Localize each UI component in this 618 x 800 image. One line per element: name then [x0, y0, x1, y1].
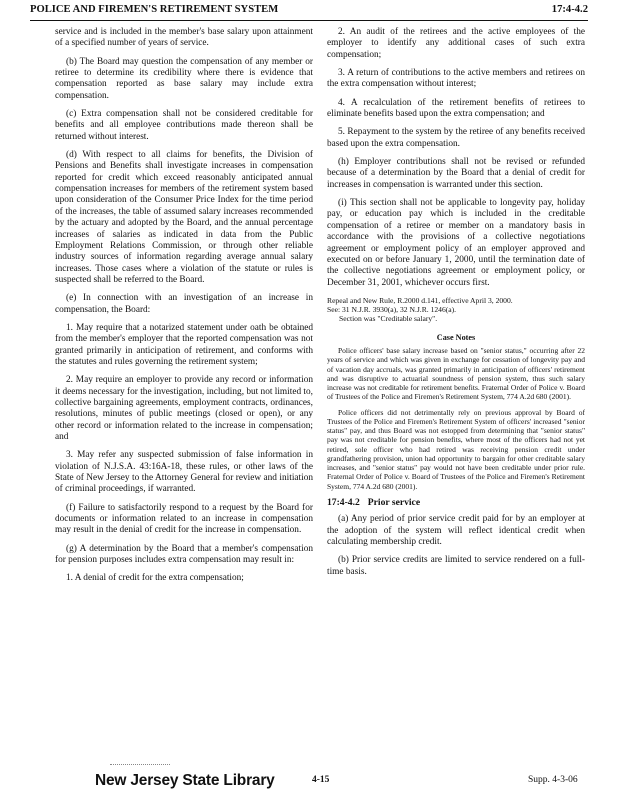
section-heading: [327, 497, 585, 508]
source-line-1: Repeal and New Rule, R.2000 d.141, effective April 3, 2000.: [327, 295, 513, 305]
paragraph-g-1: 1. A denial of credit for the extra compensation;: [66, 573, 244, 584]
page-number: 4-15: [312, 775, 330, 785]
paragraph-i: (i) This section shall not be applicable to longevity pay, holiday pay, or education pay which is included in the creditable compensation of a retiree or member on a mandatory basis in accordance with the provisions of a collective negotiations agreement or employment policy of an employer approved and executed on or before January 1, 2000, until the termination date of the collective negotiations agreement or employment policy, or December 31, 2001, whichever occurs first.: [327, 198, 585, 288]
library-logo-mark: [110, 764, 170, 765]
running-header: [30, 4, 588, 15]
paragraph-g: (g) A determination by the Board that a member's compensation for pension purposes includes extra compensation may result in:: [55, 543, 313, 566]
supplement-date: Supp. 4-3-06: [528, 775, 578, 785]
paragraph-g-3: 3. A return of contributions to the active members and retirees on the extra compensation without interest;: [327, 68, 585, 90]
case-notes-heading: Case Notes: [436, 332, 476, 342]
paragraph-e-1: 1. May require that a notarized statement under oath be obtained from the member's employer that the reported compensation was not granted primarily in anticipation of retirement, and conforms with the statutes and rules governing the retirement system;: [55, 322, 313, 367]
paragraph-h: (h) Employer contributions shall not be revised or refunded because of a determination by the Board that a denial of credit for increases in compensation is warranted under this section.: [327, 157, 585, 190]
right-column: [327, 27, 585, 585]
library-logo: New Jersey State Library: [95, 772, 275, 789]
case-note-2: Police officers did not detrimentally rely on previous approval by Board of Trustees of the Police and Firemen's Retirement System of officers' increased "senior status" pay, and thus Board was not estopped from determining that "senior status" pay was not creditable for pension benefits, where most of the officers had not yet retired, sole officer who had retired was receiving pension credit under grandfathering provision, union had opportunity to bargain for other creditable salary increases, and "senior status" pay would not have been creditable under prior rule. Fraternal Order of Police v. Board of Trustees of the Police and Firemen's Retirement System, 774 A.2d 680 (2001).: [327, 407, 585, 491]
source-line-3: Section was "Creditable salary".: [339, 314, 438, 324]
header-rule: [30, 20, 588, 21]
paragraph-f: (f) Failure to satisfactorily respond to a request by the Board for documents or information related to an increase in compensation may result in the denial of credit for the increase in compensation.: [55, 502, 313, 536]
section-title: Prior service: [367, 496, 421, 508]
paragraph-g-4: 4. A recalculation of the retirement benefits of retirees to eliminate benefits based upon the extra compensation; and: [327, 97, 585, 120]
paragraph-e-2: 2. May require an employer to provide any record or information it deems necessary for the investigation, including, but not limited to, collective bargaining agreements, employment contracts, ordinances, resolutions, minutes of public meetings (closed or open), or any other record or information related to the increase in compensation; and: [55, 375, 313, 442]
paragraph-d: (d) With respect to all claims for benefits, the Division of Pensions and Benefits shall investigate increases in compensation reported for credit which exceed reasonably anticipated annual compensation increases for members of the retirement system based upon consideration of the Consumer Price Index for the time period of the increases, the table of assumed salary increases recommended by the actuary and adopted by the Board, and the annual percentage increases of salaries as indicated in data from the Public Employment Relations Commission, or through other reliable industry sources of information regarding average annual salary increases. Those cases where a violation of the statute or rules is suspected shall be referred to the Board.: [55, 150, 313, 285]
paragraph-a-continued: service and is included in the member's base salary upon attainment of a specified number of years of service.: [55, 27, 313, 49]
header-section: 17:4-4.2: [551, 4, 588, 15]
paragraph-g-5: 5. Repayment to the system by the retiree of any benefits received based upon the extra compensation.: [327, 127, 585, 149]
source-line-2: See: 31 N.J.R. 3930(a), 32 N.J.R. 1246(a).: [327, 305, 457, 315]
source-note: [327, 296, 585, 324]
case-note-1: Police officers' base salary increase based on "senior status," occurring after 22 years of service and which was given in exchange for cessation of longevity pay and of vacation day accruals, was granted primarily in anticipation of officers' retirement and was disruptive to actuarial soundness of pension system, thus such salary increase was not creditable for retirement benefits. Fraternal Order of Police v. Board of Trustees of the Police and Firemen's Retirement System, 774 A.2d 680 (2001).: [327, 346, 585, 402]
paragraph-b: (b) The Board may question the compensation of any member or retiree to determine its credibility where there is evidence that compensation reported as base salary may include extra compensation.: [55, 56, 313, 101]
section-number: 17:4-4.2: [327, 496, 360, 508]
paragraph-c: (c) Extra compensation shall not be considered creditable for benefits and all employee contributions made thereon shall be returned without interest.: [55, 109, 313, 142]
left-column: [55, 27, 313, 592]
prior-service-paragraph-b: (b) Prior service credits are limited to service rendered on a full-time basis.: [327, 555, 585, 577]
prior-service-paragraph-a: (a) Any period of prior service credit paid for by an employer at the adoption of the system will reflect identical credit when calculating membership credit.: [327, 514, 585, 547]
paragraph-e: (e) In connection with an investigation of an increase in compensation, the Board:: [55, 293, 313, 315]
paragraph-g-2: 2. An audit of the retirees and the active employees of the employer to identify any additional cases of such extra compensation;: [327, 27, 585, 60]
header-title: POLICE AND FIREMEN'S RETIREMENT SYSTEM: [30, 4, 279, 15]
paragraph-e-3: 3. May refer any suspected submission of false information in violation of N.J.S.A. 43:16A-18, these rules, or other laws of the State of New Jersey to the Attorney General for review and initiation of criminal proceedings, if warranted.: [55, 450, 313, 495]
